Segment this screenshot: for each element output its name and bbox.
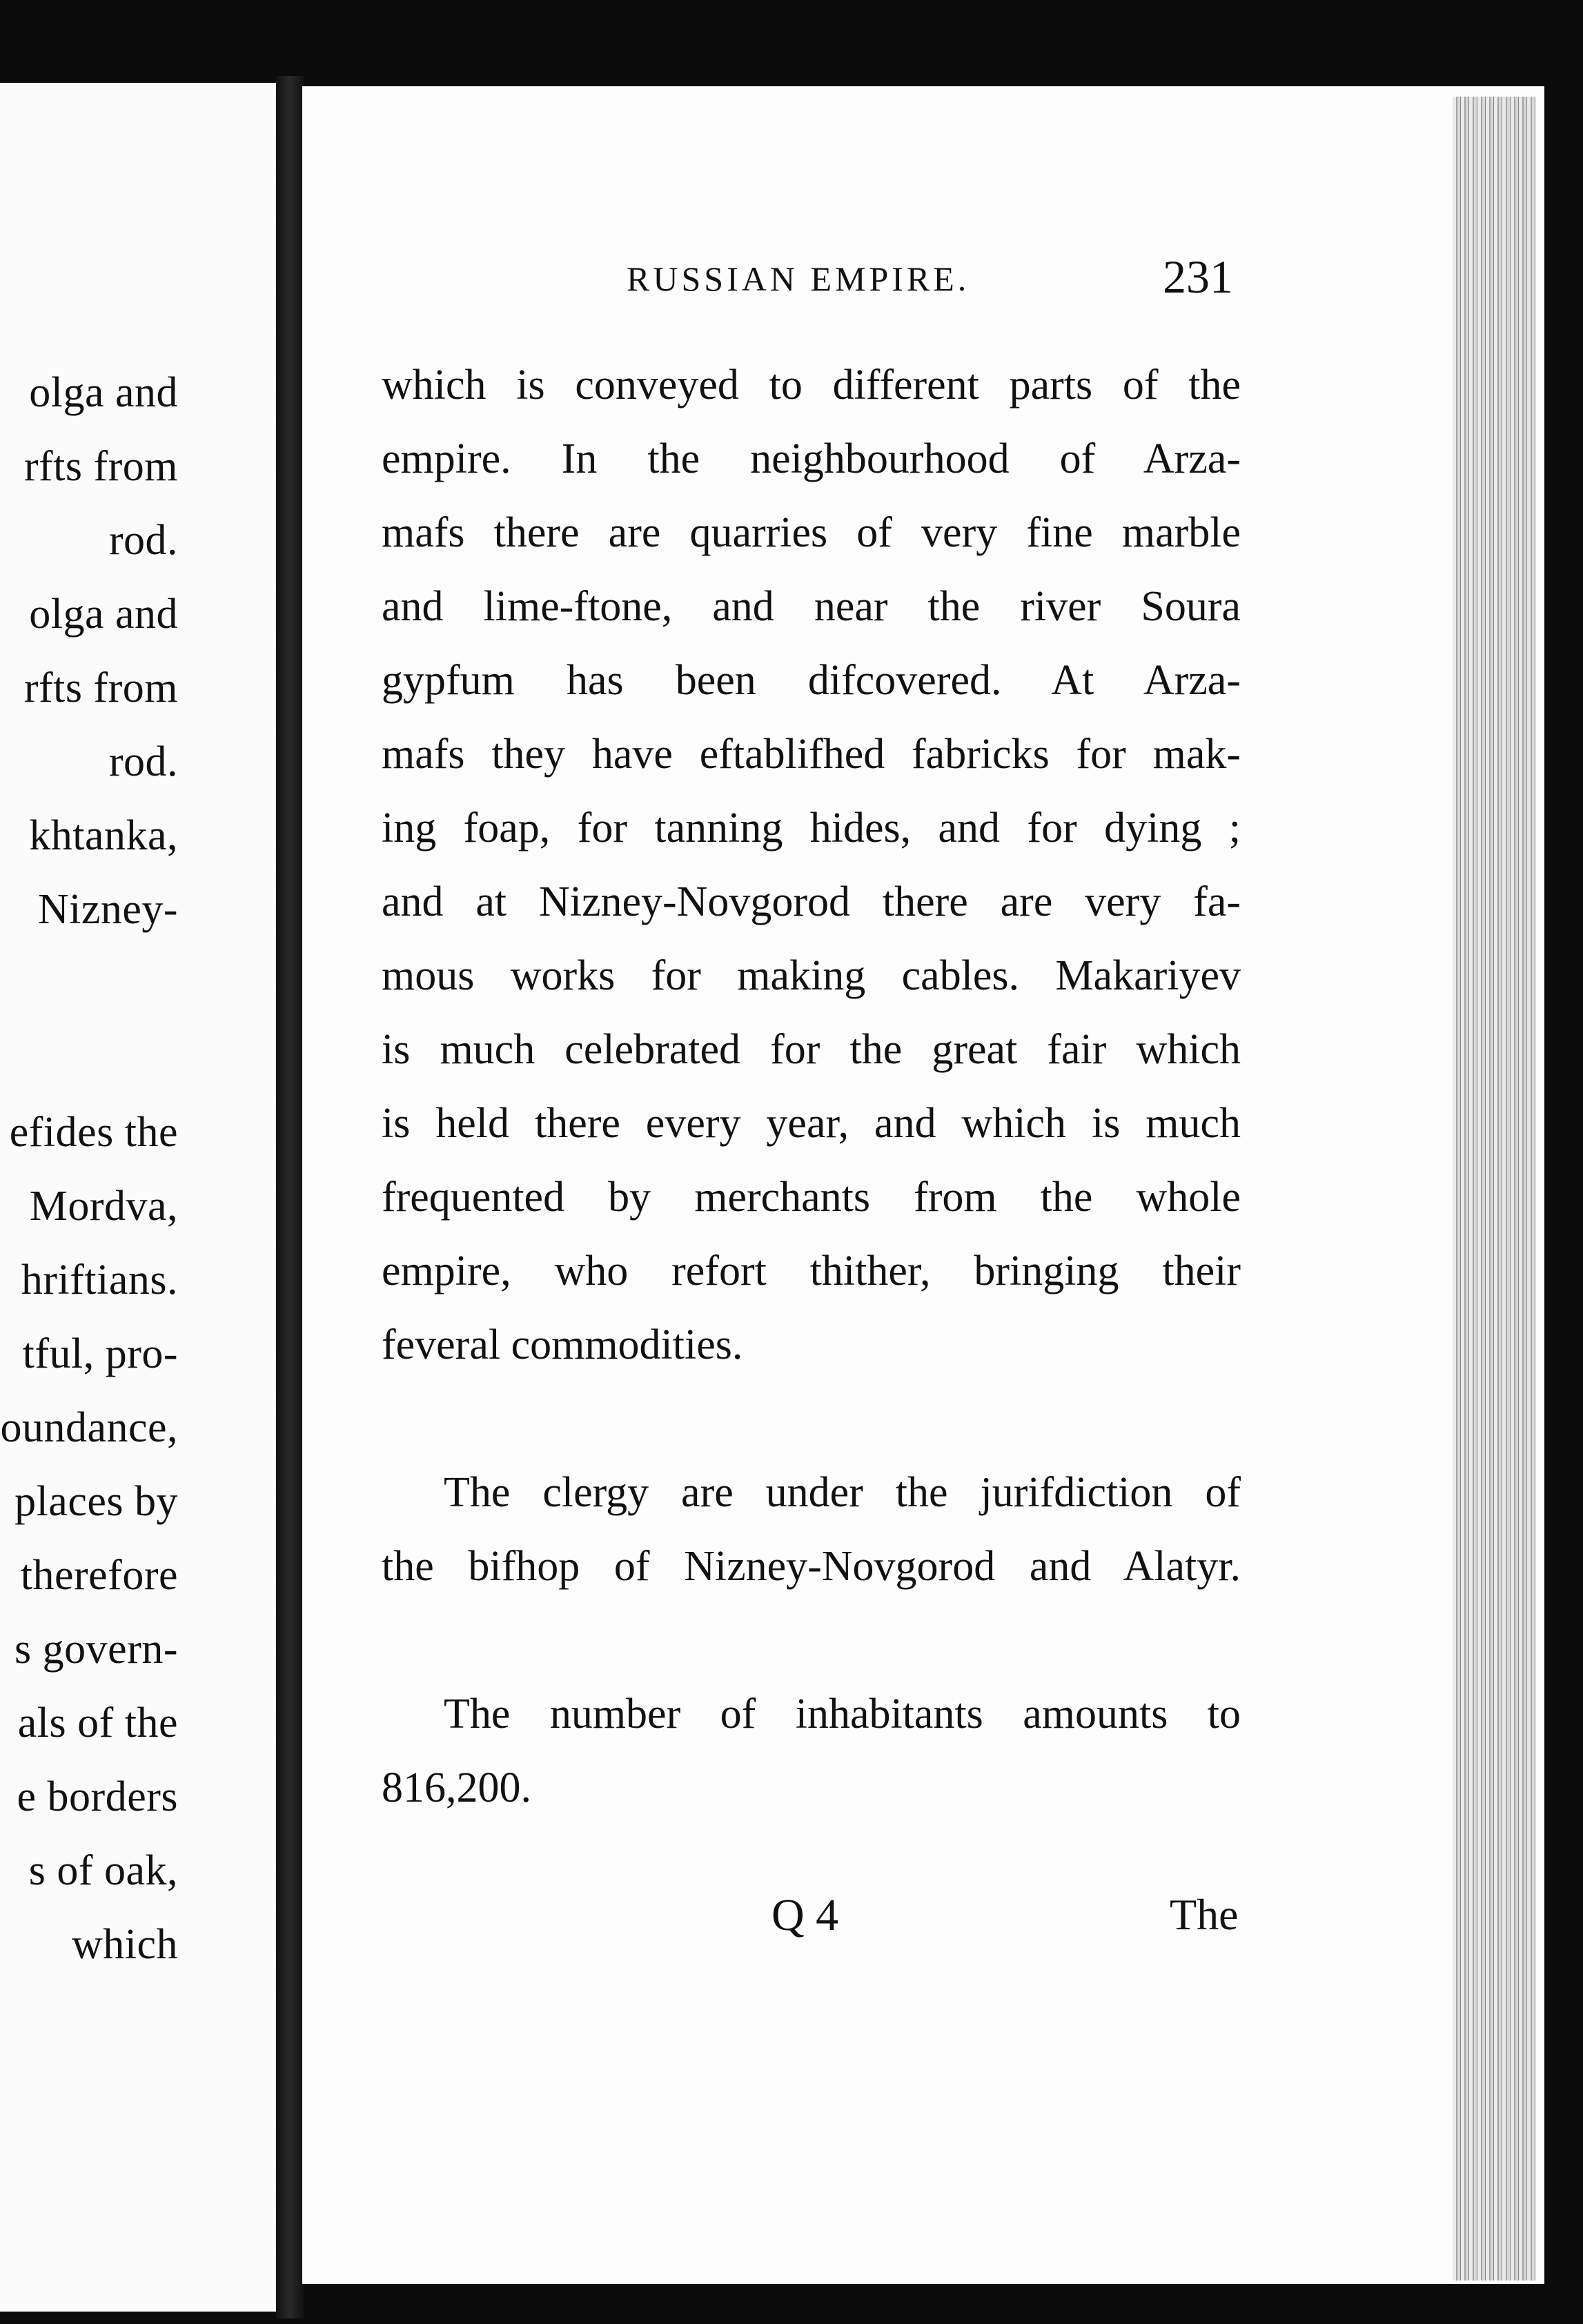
page-number: 231	[1163, 250, 1233, 303]
text-line: and at Nizney-Novgorod there are very fa-	[382, 878, 1241, 925]
left-line: hriftians.	[21, 1257, 178, 1303]
text-line: The number of inhabitants amounts to	[444, 1691, 1241, 1737]
text-line: is held there every year, and which is much	[382, 1100, 1241, 1147]
text-line: empire, who refort thither, bringing their	[382, 1248, 1241, 1294]
left-line: s of oak,	[28, 1847, 178, 1894]
book-gutter	[276, 76, 304, 2318]
left-line: rfts from	[23, 443, 178, 490]
left-line: s govern-	[14, 1626, 178, 1673]
left-line: khtanka,	[29, 812, 178, 859]
page-fore-edge	[1453, 97, 1535, 2281]
left-line: efides the	[9, 1109, 178, 1156]
left-line: rod.	[108, 738, 178, 785]
text-line: the bifhop of Nizney-Novgorod and Alatyr.	[382, 1543, 1241, 1590]
left-line: oundance,	[0, 1404, 178, 1451]
body-text	[382, 348, 1241, 1825]
left-line: olga and	[29, 591, 178, 638]
text-line: The clergy are under the jurifdiction of	[444, 1469, 1241, 1516]
text-line: 816,200.	[382, 1764, 531, 1811]
text-line: and lime-ftone, and near the river Soura	[382, 583, 1241, 630]
left-line: Mordva,	[29, 1183, 178, 1230]
signature-mark: Q 4	[771, 1890, 839, 1940]
text-line: feveral commodities.	[382, 1321, 743, 1368]
left-line: als of the	[17, 1700, 178, 1746]
text-line: mafs they have eftablifhed fabricks for mak-	[382, 731, 1241, 778]
text-line: which is conveyed to different parts of the	[382, 362, 1241, 408]
left-line: rfts from	[23, 664, 178, 711]
left-line: which	[71, 1921, 178, 1968]
text-line: mous works for making cables. Makariyev	[382, 952, 1241, 999]
left-line: Nizney-	[37, 886, 178, 933]
left-line: olga and	[29, 369, 178, 416]
text-line: ing foap, for tanning hides, and for dying ;	[382, 805, 1241, 851]
text-line: gypfum has been difcovered. At Arza-	[382, 657, 1241, 704]
text-line: mafs there are quarries of very fine marble	[382, 509, 1241, 556]
left-line: rod.	[108, 517, 178, 564]
left-line: therefore	[20, 1552, 178, 1599]
left-line: places by	[14, 1478, 178, 1525]
left-line: tful, pro-	[22, 1330, 178, 1377]
facing-page-left	[0, 83, 280, 2312]
left-line: e borders	[17, 1773, 178, 1820]
text-line: is much celebrated for the great fair which	[382, 1026, 1241, 1073]
text-line: frequented by merchants from the whole	[382, 1174, 1241, 1221]
running-head: RUSSIAN EMPIRE.	[627, 259, 970, 298]
catchword: The	[1170, 1890, 1239, 1939]
text-line: empire. In the neighbourhood of Arza-	[382, 435, 1241, 482]
